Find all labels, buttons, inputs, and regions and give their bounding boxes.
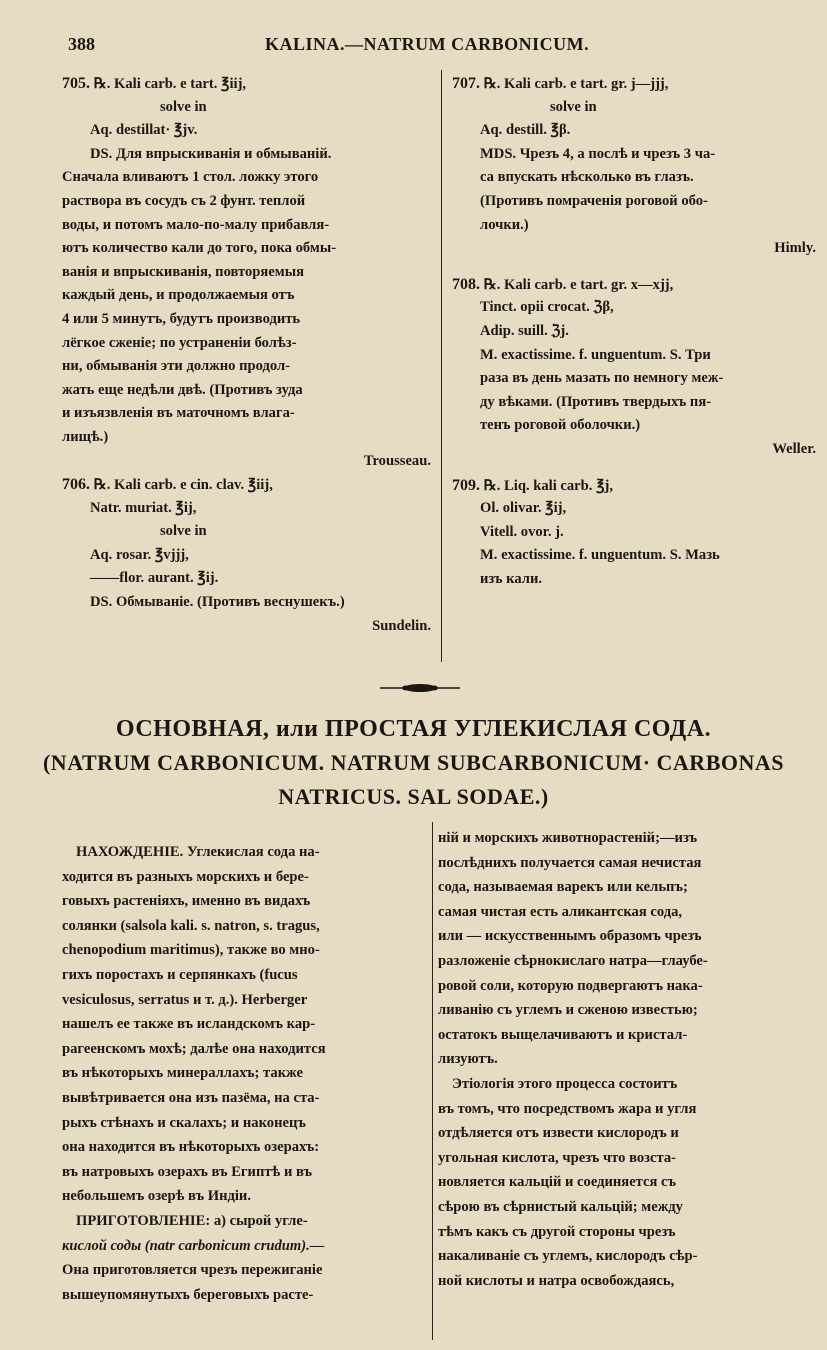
recipe-line: Vitell. ovor. j. [480,523,564,540]
text-line: небольшемъ озерѣ въ Индіи. [62,1188,251,1205]
text-line: Она приготовляется чрезъ пережиганіе [62,1262,323,1279]
text-line: говыхъ растеніяхъ, именно въ видахъ [62,893,311,910]
column-divider [432,822,433,1340]
recipe-number: 709. [452,476,480,494]
recipe-line: ду вѣками. (Противъ твердыхъ пя- [480,393,712,410]
recipe-line: Tinct. opii crocat. ℨβ, [480,299,614,316]
recipe-line: Сначала вливаютъ 1 стол. ложку этого [62,169,319,186]
text-left-column [62,840,428,1307]
text-line: разложеніе сѣрнокислаго натра—глаубе- [438,952,708,969]
text-line: самая чистая есть аликантская сода, [438,903,683,920]
text-line: Этіологія этого процесса состоитъ [452,1075,678,1092]
text-line: нашелъ ее также въ исландскомъ кар- [62,1016,316,1033]
recipe-line: лёгкое сженіе; по устраненіи болѣз- [62,334,297,351]
recipe-line: ℞. Kali carb. e cin. clav. ℥iij, [93,477,273,494]
text-line: въ натровыхъ озерахъ въ Египтѣ и въ [62,1163,313,1180]
recipe-line: воды, и потомъ мало-по-малу прибавля- [62,216,330,233]
recipe-line: ℞. Kali carb. e tart. ℥iij, [93,76,247,92]
recipe-line: раствора въ сосудъ съ 2 фунт. теплой [62,192,306,209]
text-line: солянки (salsola kali. s. natron, s. tragus, [62,917,320,934]
recipe-number: 706. [62,476,90,494]
text-line: въ нѣкоторыхъ минераллахъ; также [62,1065,303,1082]
recipe-line: са впускать нѣсколько въ глазъ. [480,169,694,186]
recipe-line: и изъязвленія въ маточномъ влага- [62,405,295,422]
recipe-line: изъ кали. [480,570,543,587]
text-line: послѣднихъ получается самая нечистая [438,854,702,871]
recipe-author: Sundelin. [372,617,431,634]
recipe-line: тенъ роговой оболочки.) [480,417,641,434]
recipe-author: Himly. [774,240,816,257]
recipe-line: ——flor. aurant. ℥ij. [90,570,219,587]
running-head: KALINA.—NATRUM CARBONICUM. [265,34,590,54]
recipe-line: ни, обмыванія эти должно продол- [62,358,291,375]
recipe-number: 708. [452,275,480,293]
text-line: новляется кальцій и соединяется съ [438,1174,677,1191]
recipe-line: Aq. rosar. ℥vjjj, [90,546,189,563]
text-line: сѣрою въ сѣрнистый кальцій; между [438,1198,683,1215]
text-line: лизуютъ. [438,1051,498,1068]
recipe-707 [452,72,822,261]
recipes-left-column [62,72,437,638]
text-line: chenopodium maritimus), также во мно- [62,942,320,959]
text-line: вышеупомянутыхъ береговыхъ расте- [62,1286,314,1303]
recipe-line: жать еще недѣли двѣ. (Противъ зуда [62,381,303,398]
text-line: НАХОЖДЕНІЕ. Углекислая сода на- [76,844,320,860]
recipe-708 [452,273,822,462]
ornament-divider [380,682,460,694]
text-line: остатокъ выщелачиваютъ и кристал- [438,1026,688,1043]
page-number: 388 [68,34,95,54]
recipe-line: DS. Обмываніе. (Противъ веснушекъ.) [90,594,345,611]
recipe-line: лищѣ.) [62,428,109,445]
recipe-line: (Противъ помраченія роговой обо- [480,192,708,209]
recipe-line: M. exactissime. f. unguentum. S. Мазь [480,547,720,564]
recipe-author: Weller. [772,440,816,457]
recipe-line: каждый день, и продолжаемыя отъ [62,287,295,304]
section-title-sub: NATRICUS. SAL SODAE.) [278,784,549,809]
recipe-line: 4 или 5 минутъ, будутъ производить [62,310,301,327]
page-header [0,32,827,60]
recipe-706 [62,473,437,638]
recipe-705 [62,72,437,473]
text-line: ній и морскихъ животнорастеній;—изъ [438,830,698,846]
recipe-line: ванія и впрыскиванія, повторяемыя [62,263,305,280]
recipe-line: ℞. Liq. kali carb. ℥j, [483,477,614,494]
recipes-right-column [452,72,822,591]
recipe-line: Ol. olivar. ℥ij, [480,500,567,517]
text-line: тѣмъ какъ съ другой стороны чрезъ [438,1223,676,1240]
section-title-sub: (NATRUM CARBONICUM. NATRUM SUBCARBONICUM· CARBONAS [42,750,784,775]
recipe-line: раза въ день мазать по немногу меж- [480,370,724,387]
recipe-line: ℞. Kali carb. e tart. gr. j—jjj, [483,76,669,92]
text-line: ПРИГОТОВЛЕНІЕ: а) сырой угле- [76,1212,308,1229]
recipe-line: лочки.) [480,216,529,233]
text-line: ливанію съ углемъ и сженою известью; [438,1002,698,1019]
recipe-line: Aq. destillat· ℥jv. [90,122,198,139]
recipe-author: Trousseau. [363,452,431,469]
recipe-line: MDS. Чрезъ 4, а послѣ и чрезъ 3 ча- [480,145,716,162]
text-line: она находится въ нѣкоторыхъ озерахъ: [62,1139,320,1156]
column-divider [441,70,442,662]
recipe-number: 705. [62,75,90,92]
recipe-line: Adip. suill. ℨj. [480,322,569,339]
recipe-line: solve in [160,98,207,115]
text-line: гихъ поростахъ и серпянкахъ (fucus [62,966,298,983]
text-line: рыхъ стѣнахъ и скалахъ; и наконецъ [62,1114,306,1131]
recipe-number: 707. [452,75,480,92]
recipe-line: Natr. muriat. ℥ij, [90,499,197,516]
text-line: въ томъ, что посредствомъ жара и угля [438,1100,697,1117]
recipe-line: M. exactissime. f. unguentum. S. Три [480,346,711,363]
recipe-line: DS. Для впрыскиванія и обмываній. [90,145,332,162]
recipe-line: ℞. Kali carb. e tart. gr. x—xjj, [483,276,674,293]
recipe-line: solve in [550,98,597,115]
text-line: вывѣтривается она изъ пазёма, на ста- [62,1089,320,1106]
text-line: накаливаніе съ углемъ, кислородъ сѣр- [438,1248,698,1265]
recipe-line: solve in [160,523,207,540]
text-line: кислой соды (natr carbonicum crudum).— [62,1237,325,1254]
text-line: сода, называемая варекъ или кельпъ; [438,879,688,896]
text-line: рагеенскомъ мохѣ; далѣе она находится [62,1040,326,1057]
recipe-709 [452,474,822,592]
section-title-main: ОСНОВНАЯ, или ПРОСТАЯ УГЛЕКИСЛАЯ СОДА. [115,716,712,742]
text-line: vesiculosus, serratus и т. д.). Herberger [62,991,308,1008]
text-line: ходится въ разныхъ морскихъ и бере- [62,868,309,885]
text-line: ровой соли, которую подвергаютъ нака- [438,977,703,994]
text-right-column [438,826,812,1293]
text-line: ной кислоты и натра освобождаясь, [438,1272,675,1289]
text-line: отдѣляется отъ извести кислородъ и [438,1125,679,1142]
recipe-line: ютъ количество кали до того, пока обмы- [62,240,337,257]
text-line: угольная кислота, чрезъ что возста- [438,1149,677,1166]
recipe-line: Aq. destill. ℥β. [480,122,571,139]
section-title [0,712,827,814]
text-line: или — искусственнымъ образомъ чрезъ [438,928,702,945]
